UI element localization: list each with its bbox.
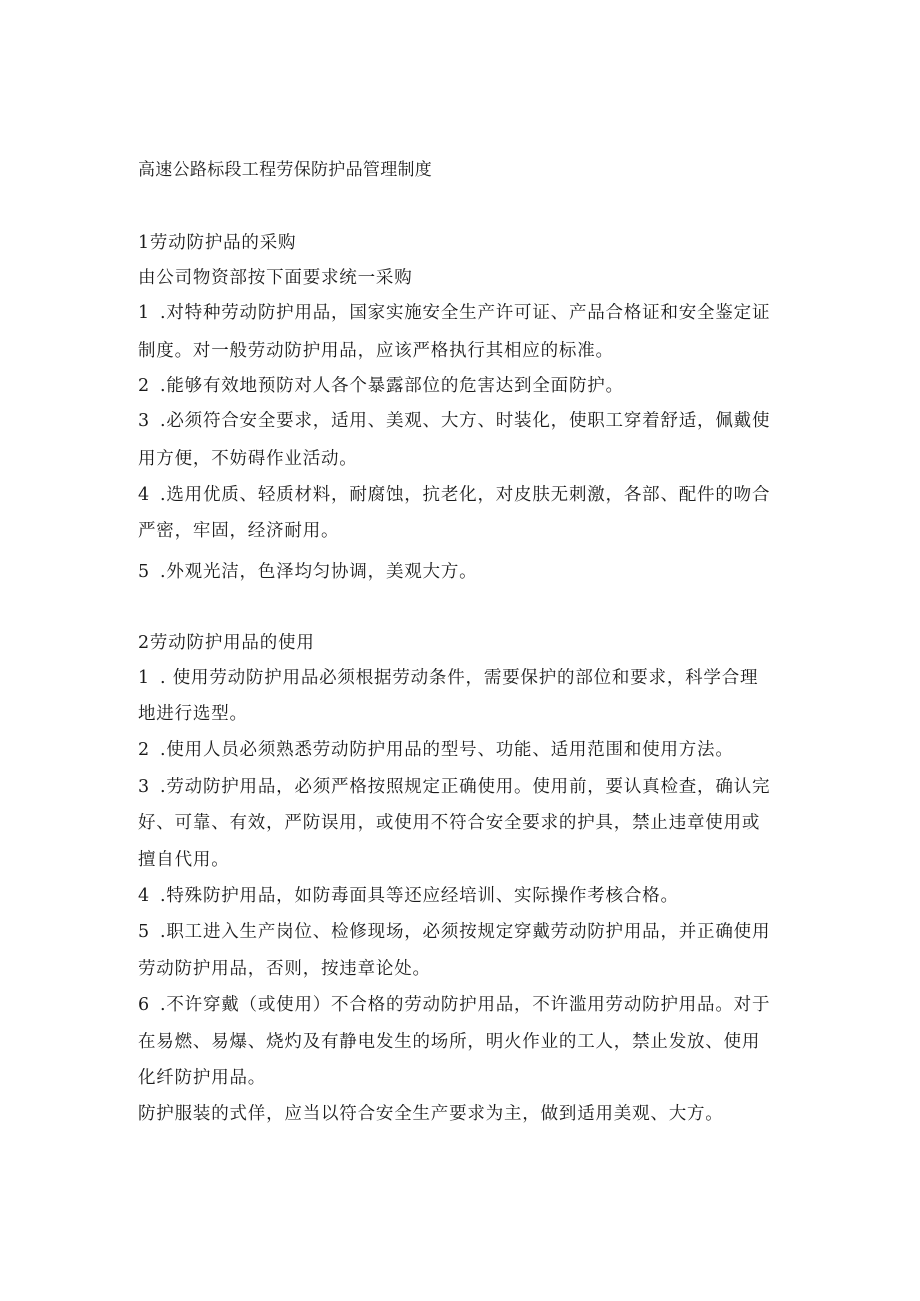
section-1-heading: 1劳动防护品的采购 xyxy=(138,233,297,253)
section-2-item-3-line-3: 擅自代用。 xyxy=(138,850,230,870)
section-1-item-3-line-2: 用方便，不妨碍作业活动。 xyxy=(138,449,358,469)
section-2-item-4-line-1 xyxy=(138,882,679,910)
section-2-item-3-line-1 xyxy=(138,773,770,801)
document-title: 高速公路标段工程劳保防护品管理制度 xyxy=(138,160,433,180)
item-text: . 使用劳动防护用品必须根据劳动条件，需要保护的部位和要求，科学合理 xyxy=(160,668,759,688)
item-text: .劳动防护用品，必须严格按照规定正确使用。使用前，要认真检查，确认完 xyxy=(160,777,771,797)
section-1-intro: 由公司物资部按下面要求统一采购 xyxy=(138,268,413,288)
item-text: .职工进入生产岗位、检修现场，必须按规定穿戴劳动防护用品，并正确使用 xyxy=(160,922,771,942)
section-2-closing: 防护服装的式佯，应当以符合安全生产要求为主，做到适用美观、大方。 xyxy=(138,1104,724,1124)
item-number: 1 xyxy=(138,668,150,688)
section-1-item-3-line-1 xyxy=(138,407,770,435)
section-1-item-4-line-1 xyxy=(138,481,770,509)
item-text: .不许穿戴（或使用）不合格的劳动防护用品，不许滥用劳动防护用品。对于 xyxy=(160,995,771,1015)
item-number: 4 xyxy=(138,886,150,906)
section-1-item-1-line-2: 制度。对一般劳动防护用品，应该严格执行其相应的标准。 xyxy=(138,341,614,361)
item-number: 2 xyxy=(138,740,150,760)
section-1-item-5-line-1 xyxy=(138,558,477,586)
item-text: .外观光洁，色泽均匀协调，美观大方。 xyxy=(160,562,478,582)
section-2-item-2-line-1 xyxy=(138,736,734,764)
item-text: .必须符合安全要求，适用、美观、大方、时装化，使职工穿着舒适，佩戴使 xyxy=(160,411,771,431)
item-text: .能够有效地预防对人各个暴露部位的危害达到全面防护。 xyxy=(160,376,624,396)
item-number: 5 xyxy=(138,922,150,942)
section-1-item-4-line-2: 严密，牢固，经济耐用。 xyxy=(138,521,340,541)
item-number: 3 xyxy=(138,411,150,431)
item-number: 4 xyxy=(138,485,150,505)
item-number: 5 xyxy=(138,562,150,582)
section-2-heading: 2劳动防护用品的使用 xyxy=(138,633,315,653)
section-2-item-3-line-2: 好、可靠、有效，严防误用，或使用不符合安全要求的护具，禁止违章使用或 xyxy=(138,813,761,833)
section-2-item-6-line-2: 在易燃、易爆、烧灼及有静电发生的场所，明火作业的工人，禁止发放、使用 xyxy=(138,1032,761,1052)
item-number: 2 xyxy=(138,376,150,396)
section-2-item-5-line-2: 劳动防护用品，否则，按违章论处。 xyxy=(138,959,431,979)
item-number: 1 xyxy=(138,303,150,323)
section-2-item-6-line-3: 化纤防护用品。 xyxy=(138,1068,267,1088)
section-2-item-1-line-1 xyxy=(138,664,758,692)
item-number: 6 xyxy=(138,995,150,1015)
section-2-item-1-line-2: 地进行选型。 xyxy=(138,704,248,724)
section-1-item-2-line-1 xyxy=(138,372,624,400)
section-2-item-6-line-1 xyxy=(138,991,770,1019)
section-2-item-5-line-1 xyxy=(138,918,770,946)
item-text: .对特种劳动防护用品，国家实施安全生产许可证、产品合格证和安全鉴定证 xyxy=(160,303,771,323)
item-text: .选用优质、轻质材料，耐腐蚀，抗老化，对皮肤无刺激，各部、配件的吻合 xyxy=(160,485,771,505)
item-text: .特殊防护用品，如防毒面具等还应经培训、实际操作考核合格。 xyxy=(160,886,679,906)
item-number: 3 xyxy=(138,777,150,797)
item-text: .使用人员必须熟悉劳动防护用品的型号、功能、适用范围和使用方法。 xyxy=(160,740,734,760)
section-1-item-1-line-1 xyxy=(138,299,770,327)
